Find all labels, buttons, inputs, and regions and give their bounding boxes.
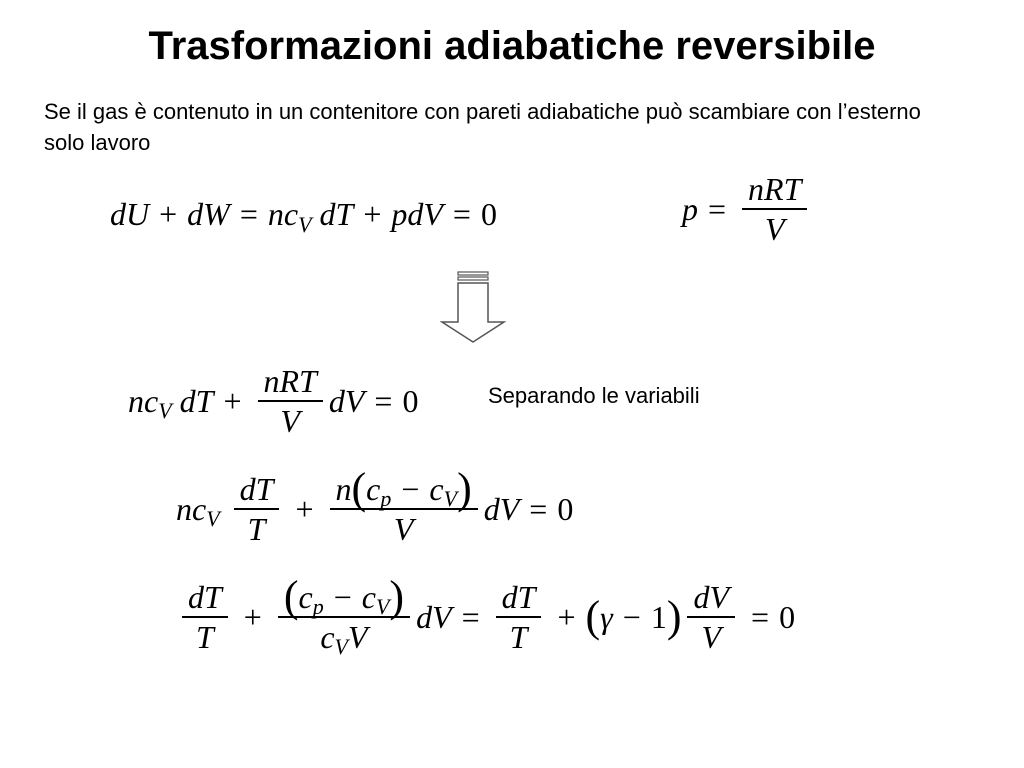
- slide-title: Trasformazioni adiabatiche reversibile: [148, 24, 876, 68]
- equation-separated: nc V $\frac{dT}{T}$ + n ( c p − c V ) V dV = 0: [176, 464, 574, 547]
- equation-first-law: dU + dW = nc V dT + pdV = 0: [110, 196, 497, 237]
- equation-final: $\frac{dT}{T}$ + ( c p − c V ) c V V dV = $\frac{dT}{T}$ + ( γ − 1 ) $\frac{dV}{V}$ = 0: [176, 578, 795, 656]
- separation-note: Separando le variabili: [488, 383, 700, 408]
- equation-ideal-gas: p = $\frac{\text{nRT}}{V}$: [682, 170, 813, 248]
- equation-substituted: nc V dT + $\frac{\text{nRT}}{V}$ dV = 0: [128, 363, 419, 439]
- down-arrow-icon: [440, 270, 510, 345]
- intro-text: Se il gas è contenuto in un contenitore con pareti adiabatiche può scambiare con l’esterno solo lavoro: [44, 99, 921, 155]
